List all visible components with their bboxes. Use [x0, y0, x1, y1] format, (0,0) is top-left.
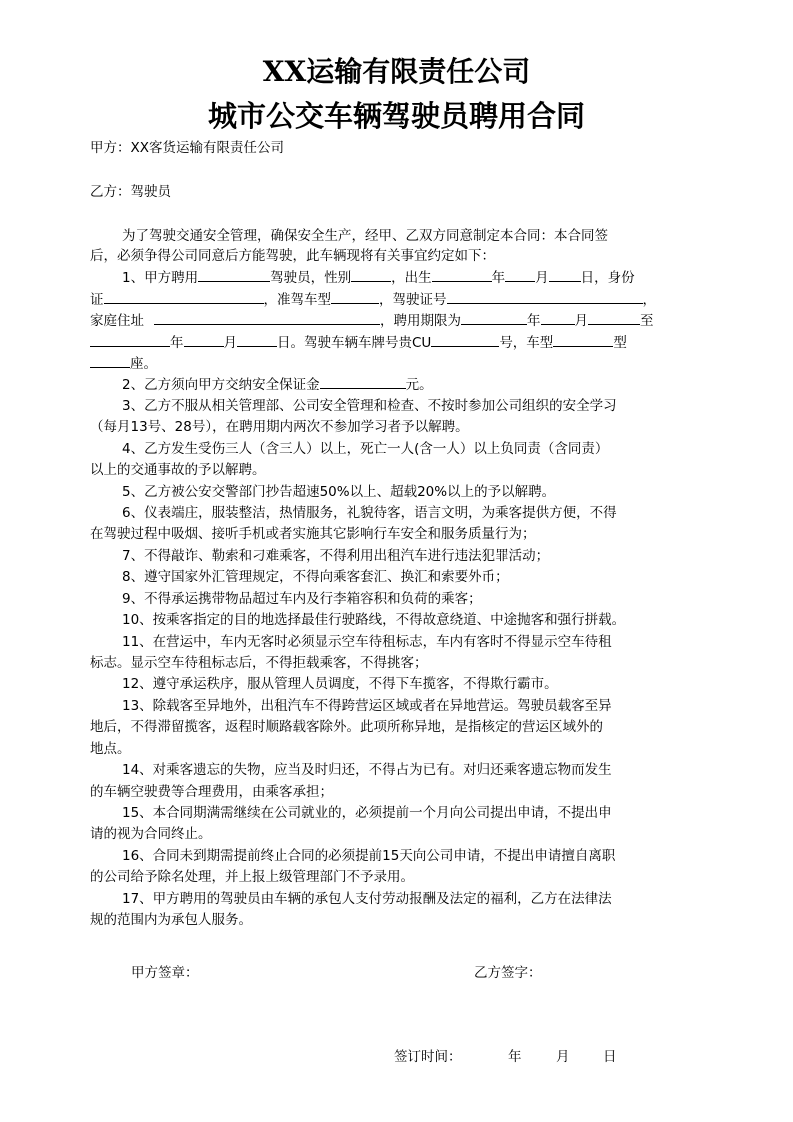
blank-term-end-year[interactable] — [90, 332, 170, 347]
blank-vehicle-model[interactable] — [553, 332, 613, 347]
signing-date-label: 签订时间： — [394, 1049, 462, 1065]
blank-license-class[interactable] — [331, 289, 379, 304]
clause-15-line-2: 请的视为合同终止。 — [90, 826, 212, 842]
blank-license-number[interactable] — [447, 289, 643, 304]
clause-3-line-1: 3、乙方不服从相关管理部、公司安全管理和检查、不按时参加公司组织的安全学习 — [122, 398, 617, 414]
clause-1-line-1: 1、甲方聘用 驾驶员，性别 ，出生 年 月 日，身份 — [90, 267, 705, 289]
clause-1-line-2: 证 ，准驾车型 ，驾驶证号 ， — [90, 289, 705, 311]
company-title: XX运输有限责任公司 — [262, 55, 531, 88]
clause-17-line-1: 17、甲方聘用的驾驶员由车辆的承包人支付劳动报酬及法定的福利，乙方在法律法 — [122, 891, 612, 907]
clause-11-line-2: 标志。显示空车待租标志后，不得拒载乘客，不得挑客； — [90, 655, 428, 671]
signing-date-day: 日 — [603, 1049, 617, 1065]
party-b-signature-label: 乙方签字： — [474, 965, 542, 981]
clause-12: 12、遵守承运秩序，服从管理人员调度，不得下车揽客，不得欺行霸市。 — [122, 676, 558, 692]
blank-deposit-amount[interactable] — [320, 374, 406, 389]
clause-7: 7、不得敲诈、勒索和刁难乘客，不得利用出租汽车进行违法犯罪活动； — [122, 548, 550, 564]
clause-17-line-2: 规的范围内为承包人服务。 — [90, 912, 252, 928]
blank-gender[interactable] — [351, 267, 391, 282]
blank-birth-year[interactable] — [432, 267, 492, 282]
party-a: 甲方：XX客货运输有限责任公司 — [90, 140, 284, 156]
clause-14-line-1: 14、对乘客遗忘的失物，应当及时归还，不得占为已有。对归还乘客遗忘物而发生 — [122, 762, 612, 778]
contract-title: 城市公交车辆驾驶员聘用合同 — [207, 99, 585, 133]
intro-line-1: 为了驾驶交通安全管理，确保安全生产，经甲、乙双方同意制定本合同：本合同签 — [122, 228, 608, 244]
clause-4-line-1: 4、乙方发生受伤三人（含三人）以上，死亡一人(含一人）以上负同责（含同责） — [122, 441, 609, 457]
clause-1-line-3: 家庭住址 ，聘用期限为 年 月 至 — [90, 310, 705, 332]
clause-1-line-5: 座。 — [90, 353, 705, 375]
blank-term-start-year[interactable] — [461, 310, 527, 325]
clause-9: 9、不得承运携带物品超过车内及行李箱容积和负荷的乘客； — [122, 591, 482, 607]
blank-term-end-day[interactable] — [237, 332, 277, 347]
blank-id-number[interactable] — [104, 289, 264, 304]
clause-16-line-2: 的公司给予除名处理，并上报上级管理部门不予录用。 — [90, 869, 414, 885]
blank-term-end-month[interactable] — [184, 332, 224, 347]
clause-16-line-1: 16、合同未到期需提前终止合同的必须提前15天向公司申请，不提出申请擅自离职 — [122, 848, 616, 864]
blank-seats[interactable] — [90, 353, 130, 368]
blank-birth-day[interactable] — [549, 267, 581, 282]
blank-term-start-day[interactable] — [588, 310, 640, 325]
blank-term-start-month[interactable] — [541, 310, 575, 325]
clause-13-line-1: 13、除载客至异地外，出租汽车不得跨营运区域或者在异地营运。驾驶员载客至异 — [122, 698, 612, 714]
clause-6-line-1: 6、仪表端庄，服装整洁，热情服务，礼貌待客，语言文明，为乘客提供方便，不得 — [122, 505, 617, 521]
clause-15-line-1: 15、本合同期满需继续在公司就业的，必须提前一个月向公司提出申请，不提出申 — [122, 805, 612, 821]
clause-8: 8、遵守国家外汇管理规定，不得向乘客套汇、换汇和索要外币； — [122, 569, 509, 585]
clause-10: 10、按乘客指定的目的地选择最佳行驶路线，不得故意绕道、中途抛客和强行拼载。 — [122, 612, 626, 628]
clause-14-line-2: 的车辆空驶费等合理费用，由乘客承担； — [90, 784, 333, 800]
clause-4-line-2: 以上的交通事故的予以解聘。 — [90, 462, 266, 478]
blank-home-address[interactable] — [154, 310, 380, 325]
blank-employee-name[interactable] — [198, 267, 270, 282]
signing-date-year: 年 — [508, 1049, 522, 1065]
clause-6-line-2: 在驾驶过程中吸烟、接听手机或者实施其它影响行车安全和服务质量行为； — [90, 526, 536, 542]
clause-3-line-2: （每月13号、28号），在聘用期内两次不参加学习者予以解聘。 — [90, 419, 469, 435]
blank-plate-number[interactable] — [431, 332, 499, 347]
party-b: 乙方：驾驶员 — [90, 184, 171, 200]
signing-date-month: 月 — [556, 1049, 570, 1065]
party-a-signature-label: 甲方签章： — [131, 965, 199, 981]
clause-11-line-1: 11、在营运中，车内无客时必须显示空车待租标志，车内有客时不得显示空车待租 — [122, 634, 612, 650]
clause-2: 2、乙方须向甲方交纳安全保证金 元。 — [90, 374, 705, 396]
clause-5: 5、乙方被公安交警部门抄告超速50%以上、超载20%以上的予以解聘。 — [122, 484, 556, 500]
clause-1-line-4: 年 月 日。驾驶车辆车牌号贵CU 号，车型 型 — [90, 332, 705, 354]
intro-line-2: 后，必须争得公司同意后方能驾驶，此车辆现将有关事宜约定如下： — [90, 248, 495, 264]
blank-birth-month[interactable] — [505, 267, 535, 282]
clause-13-line-2: 地后，不得滞留揽客，返程时顺路载客除外。此项所称异地，是指核定的营运区域外的 — [90, 719, 603, 735]
clause-13-line-3: 地点。 — [90, 741, 131, 757]
